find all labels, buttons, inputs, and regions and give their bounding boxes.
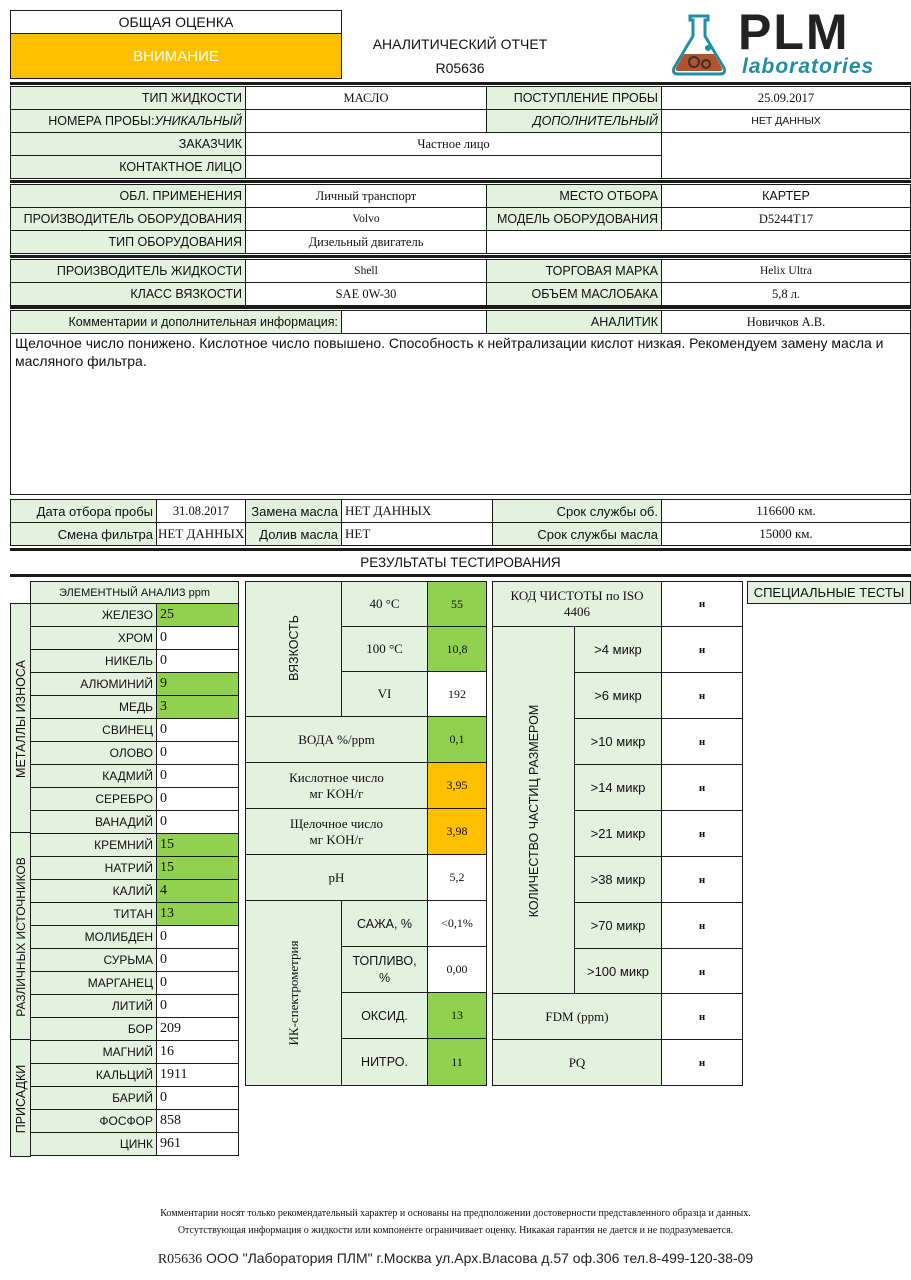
comment-box xyxy=(10,333,911,495)
sample-numbers-label xyxy=(10,109,246,133)
soot-value: <0,1% xyxy=(427,900,487,947)
iso-label xyxy=(492,581,662,627)
viscosity-class-value: SAE 0W-30 xyxy=(245,282,487,306)
element-value: 0 xyxy=(156,787,239,811)
disclaimer-2: Отсутствующая информация о жидкости или компоненте ограничивает оценку. Никакая гарантия не дается и не подразумевается. xyxy=(177,1225,734,1236)
status-badge: ВНИМАНИЕ xyxy=(10,33,342,79)
equip-life-label: Срок службы об. xyxy=(492,499,662,523)
sample-date-value: 31.08.2017 xyxy=(156,499,246,523)
group-various: РАЗЛИЧНЫХ ИСТОЧНИКОВ xyxy=(10,832,31,1040)
divider xyxy=(10,548,911,551)
brand-label: ТОРГОВАЯ МАРКА xyxy=(486,259,662,283)
water-value: 0,1 xyxy=(427,716,487,763)
soot-label: САЖА, % xyxy=(341,900,428,947)
oxid-label: ОКСИД. xyxy=(341,992,428,1039)
equip-type-label: ТИП ОБОРУДОВАНИЯ xyxy=(10,230,246,254)
fdm-value: н xyxy=(661,993,743,1040)
sample-date-label: Дата отбора пробы xyxy=(10,499,157,523)
v100-value: 10,8 xyxy=(427,626,487,672)
blank-box xyxy=(661,132,911,179)
particle-size-label: >4 микр xyxy=(574,626,662,673)
element-value: 25 xyxy=(156,603,239,627)
special-tests: СПЕЦИАЛЬНЫЕ ТЕСТЫ xyxy=(747,581,911,604)
element-value: 0 xyxy=(156,994,239,1018)
application-label: ОБЛ. ПРИМЕНЕНИЯ xyxy=(10,184,246,208)
element-value: 13 xyxy=(156,902,239,926)
sump-volume-value: 5,8 л. xyxy=(661,282,911,306)
element-value: 15 xyxy=(156,856,239,880)
footer-address: ООО "Лаборатория ПЛМ" г.Москва ул.Арх.Власова д.57 оф.306 тел.8-499-120-38-09 xyxy=(206,1250,754,1266)
element-name: ФОСФОР xyxy=(30,1109,157,1133)
vi-value: 192 xyxy=(427,671,487,717)
ph-value: 5,2 xyxy=(427,854,487,901)
particle-size-value: н xyxy=(661,948,743,995)
element-value: 3 xyxy=(156,695,239,719)
element-name: НИКЕЛЬ xyxy=(30,649,157,673)
analyst-value: Новичков А.В. xyxy=(661,310,911,334)
tbn-label-2: мг KOH/г xyxy=(309,831,364,847)
unique-value xyxy=(245,109,487,133)
divider xyxy=(10,255,911,258)
element-name: СЕРЕБРО xyxy=(30,787,157,811)
particle-size-label: >70 микр xyxy=(574,902,662,949)
water-label: ВОДА %/ppm xyxy=(245,716,428,763)
divider xyxy=(10,180,911,183)
analyst-label: АНАЛИТИК xyxy=(486,310,662,334)
sample-received-label: ПОСТУПЛЕНИЕ ПРОБЫ xyxy=(486,86,662,110)
equip-life-value: 116600 км. xyxy=(661,499,911,523)
customer-value: Частное лицо xyxy=(245,132,662,156)
fuel-value: 0,00 xyxy=(427,946,487,993)
fluid-maker-value: Shell xyxy=(245,259,487,283)
disclaimer-1: Комментарии носят только рекомендательный характер и основаны на предположении достоверности представленного образца и данных. xyxy=(160,1208,751,1219)
application-value: Личный транспорт xyxy=(245,184,487,208)
nitro-value: 11 xyxy=(427,1038,487,1086)
equip-type-value: Дизельный двигатель xyxy=(245,230,487,254)
oil-life-label: Срок службы масла xyxy=(492,522,662,546)
element-value: 0 xyxy=(156,925,239,949)
particle-size-value: н xyxy=(661,626,743,673)
tan-label xyxy=(245,762,428,809)
report-id: R05636 xyxy=(435,60,485,76)
pq-label: PQ xyxy=(492,1039,662,1086)
element-value: 4 xyxy=(156,879,239,903)
element-name: МОЛИБДЕН xyxy=(30,925,157,949)
fuel-label-2: % xyxy=(378,970,391,985)
particle-size-value: н xyxy=(661,856,743,903)
element-name: КАЛЬЦИЙ xyxy=(30,1063,157,1087)
element-name: БАРИЙ xyxy=(30,1086,157,1110)
element-name: АЛЮМИНИЙ xyxy=(30,672,157,696)
topup-value: НЕТ xyxy=(341,522,493,546)
divider xyxy=(10,574,911,577)
overall-label: ОБЩАЯ ОЦЕНКА xyxy=(10,10,342,34)
filter-change-value: НЕТ ДАННЫХ xyxy=(156,522,246,546)
logo-sub: laboratories xyxy=(742,55,875,78)
element-name: ХРОМ xyxy=(30,626,157,650)
element-name: БОР xyxy=(30,1017,157,1041)
brand-value: Helix Ultra xyxy=(661,259,911,283)
vi-label: VI xyxy=(341,671,428,717)
element-name: ЦИНК xyxy=(30,1132,157,1156)
viscosity-label: ВЯЗКОСТЬ xyxy=(245,581,342,717)
iso-label-2: 4406 xyxy=(564,604,590,619)
contact-value xyxy=(245,155,662,179)
sampling-point-value: КАРТЕР xyxy=(661,184,911,208)
v40-value: 55 xyxy=(427,581,487,627)
fuel-label-1: ТОПЛИВО, xyxy=(352,953,417,968)
element-value: 0 xyxy=(156,948,239,972)
topup-label: Долив масла xyxy=(245,522,342,546)
sample-numbers-text: НОМЕРА ПРОБЫ: xyxy=(48,114,155,128)
footer-report-id: R05636 xyxy=(157,1252,203,1267)
particle-size-value: н xyxy=(661,902,743,949)
sampling-point-label: МЕСТО ОТБОРА xyxy=(486,184,662,208)
tbn-value: 3,98 xyxy=(427,808,487,855)
fluid-maker-label: ПРОИЗВОДИТЕЛЬ ЖИДКОСТИ xyxy=(10,259,246,283)
nitro-label: НИТРО. xyxy=(341,1038,428,1086)
element-name: ТИТАН xyxy=(30,902,157,926)
elements-title: ЭЛЕМЕНТНЫЙ АНАЛИЗ ppm xyxy=(30,581,239,604)
particles-label: КОЛИЧЕСТВО ЧАСТИЦ РАЗМЕРОМ xyxy=(492,626,575,994)
equip-model-value: D5244T17 xyxy=(661,207,911,231)
tan-label-1: Кислотное число xyxy=(289,769,384,785)
v40-label: 40 °C xyxy=(341,581,428,627)
iso-value: н xyxy=(661,581,743,627)
tan-label-2: мг KOH/г xyxy=(309,785,364,801)
additional-value: НЕТ ДАННЫХ xyxy=(661,109,911,133)
particle-size-value: н xyxy=(661,718,743,765)
element-name: СВИНЕЦ xyxy=(30,718,157,742)
element-name: ЖЕЛЕЗО xyxy=(30,603,157,627)
element-value: 961 xyxy=(156,1132,239,1156)
element-name: МАРГАНЕЦ xyxy=(30,971,157,995)
results-title: РЕЗУЛЬТАТЫ ТЕСТИРОВАНИЯ xyxy=(360,555,561,570)
element-value: 0 xyxy=(156,626,239,650)
filter-change-label: Смена фильтра xyxy=(10,522,157,546)
blank-box xyxy=(486,230,911,254)
comments-label: Комментарии и дополнительная информация: xyxy=(10,310,342,334)
element-value: 15 xyxy=(156,833,239,857)
group-wear-metals: МЕТАЛЛЫ ИЗНОСА xyxy=(10,603,31,833)
element-value: 209 xyxy=(156,1017,239,1041)
element-name: СУРЬМА xyxy=(30,948,157,972)
element-name: КРЕМНИЙ xyxy=(30,833,157,857)
plm-logo xyxy=(664,4,908,80)
fuel-label xyxy=(341,946,428,993)
particle-size-label: >14 микр xyxy=(574,764,662,811)
ir-label: ИК-спектрометрия xyxy=(245,900,342,1086)
divider xyxy=(10,306,911,309)
oxid-value: 13 xyxy=(427,992,487,1039)
viscosity-class-label: КЛАСС ВЯЗКОСТИ xyxy=(10,282,246,306)
particle-size-value: н xyxy=(661,810,743,857)
element-value: 0 xyxy=(156,741,239,765)
footer-address-line xyxy=(0,1250,911,1268)
tbn-label-1: Щелочное число xyxy=(290,815,383,831)
divider xyxy=(10,82,911,85)
element-value: 9 xyxy=(156,672,239,696)
sample-received-value: 25.09.2017 xyxy=(661,86,911,110)
element-value: 1911 xyxy=(156,1063,239,1087)
particle-size-label: >21 микр xyxy=(574,810,662,857)
equip-maker-value: Volvo xyxy=(245,207,487,231)
sump-volume-label: ОБЪЕМ МАСЛОБАКА xyxy=(486,282,662,306)
contact-label: КОНТАКТНОЕ ЛИЦО xyxy=(10,155,246,179)
comments-spacer xyxy=(341,310,487,334)
oil-life-value: 15000 км. xyxy=(661,522,911,546)
ph-label: pH xyxy=(245,854,428,901)
element-value: 0 xyxy=(156,649,239,673)
oil-change-value: НЕТ ДАННЫХ xyxy=(341,499,493,523)
particle-size-label: >6 микр xyxy=(574,672,662,719)
particle-size-value: н xyxy=(661,672,743,719)
tan-value: 3,95 xyxy=(427,762,487,809)
element-name: ОЛОВО xyxy=(30,741,157,765)
v100-label: 100 °C xyxy=(341,626,428,672)
report-title: АНАЛИТИЧЕСКИЙ ОТЧЕТ xyxy=(372,36,548,52)
element-name: КАДМИЙ xyxy=(30,764,157,788)
pq-value: н xyxy=(661,1039,743,1086)
logo-text: PLM xyxy=(738,4,850,60)
iso-label-1: КОД ЧИСТОТЫ по ISO xyxy=(510,588,644,603)
element-value: 0 xyxy=(156,764,239,788)
element-value: 0 xyxy=(156,718,239,742)
element-value: 858 xyxy=(156,1109,239,1133)
unique-label: УНИКАЛЬНЫЙ xyxy=(154,114,242,128)
element-value: 0 xyxy=(156,1086,239,1110)
additional-label: ДОПОЛНИТЕЛЬНЫЙ xyxy=(486,109,662,133)
comment-text: Щелочное число понижено. Кислотное число повышено. Способность к нейтрализации кислот низкая. Рекомендуем замену масла и масляного фильтра. xyxy=(15,335,884,369)
element-value: 16 xyxy=(156,1040,239,1064)
element-name: ЛИТИЙ xyxy=(30,994,157,1018)
particle-size-value: н xyxy=(661,764,743,811)
fluid-type-value: МАСЛО xyxy=(245,86,487,110)
element-name: МАГНИЙ xyxy=(30,1040,157,1064)
particle-size-label: >10 микр xyxy=(574,718,662,765)
oil-change-label: Замена масла xyxy=(245,499,342,523)
particle-size-label: >38 микр xyxy=(574,856,662,903)
particle-size-label: >100 микр xyxy=(574,948,662,995)
equip-maker-label: ПРОИЗВОДИТЕЛЬ ОБОРУДОВАНИЯ xyxy=(10,207,246,231)
flask-icon xyxy=(664,10,734,80)
tbn-label xyxy=(245,808,428,855)
fdm-label: FDM (ppm) xyxy=(492,993,662,1040)
element-value: 0 xyxy=(156,971,239,995)
element-value: 0 xyxy=(156,810,239,834)
fluid-type-label: ТИП ЖИДКОСТИ xyxy=(10,86,246,110)
element-name: НАТРИЙ xyxy=(30,856,157,880)
group-additives: ПРИСАДКИ xyxy=(10,1039,31,1157)
equip-model-label: МОДЕЛЬ ОБОРУДОВАНИЯ xyxy=(486,207,662,231)
element-name: ВАНАДИЙ xyxy=(30,810,157,834)
customer-label: ЗАКАЗЧИК xyxy=(10,132,246,156)
element-name: МЕДЬ xyxy=(30,695,157,719)
element-name: КАЛИЙ xyxy=(30,879,157,903)
